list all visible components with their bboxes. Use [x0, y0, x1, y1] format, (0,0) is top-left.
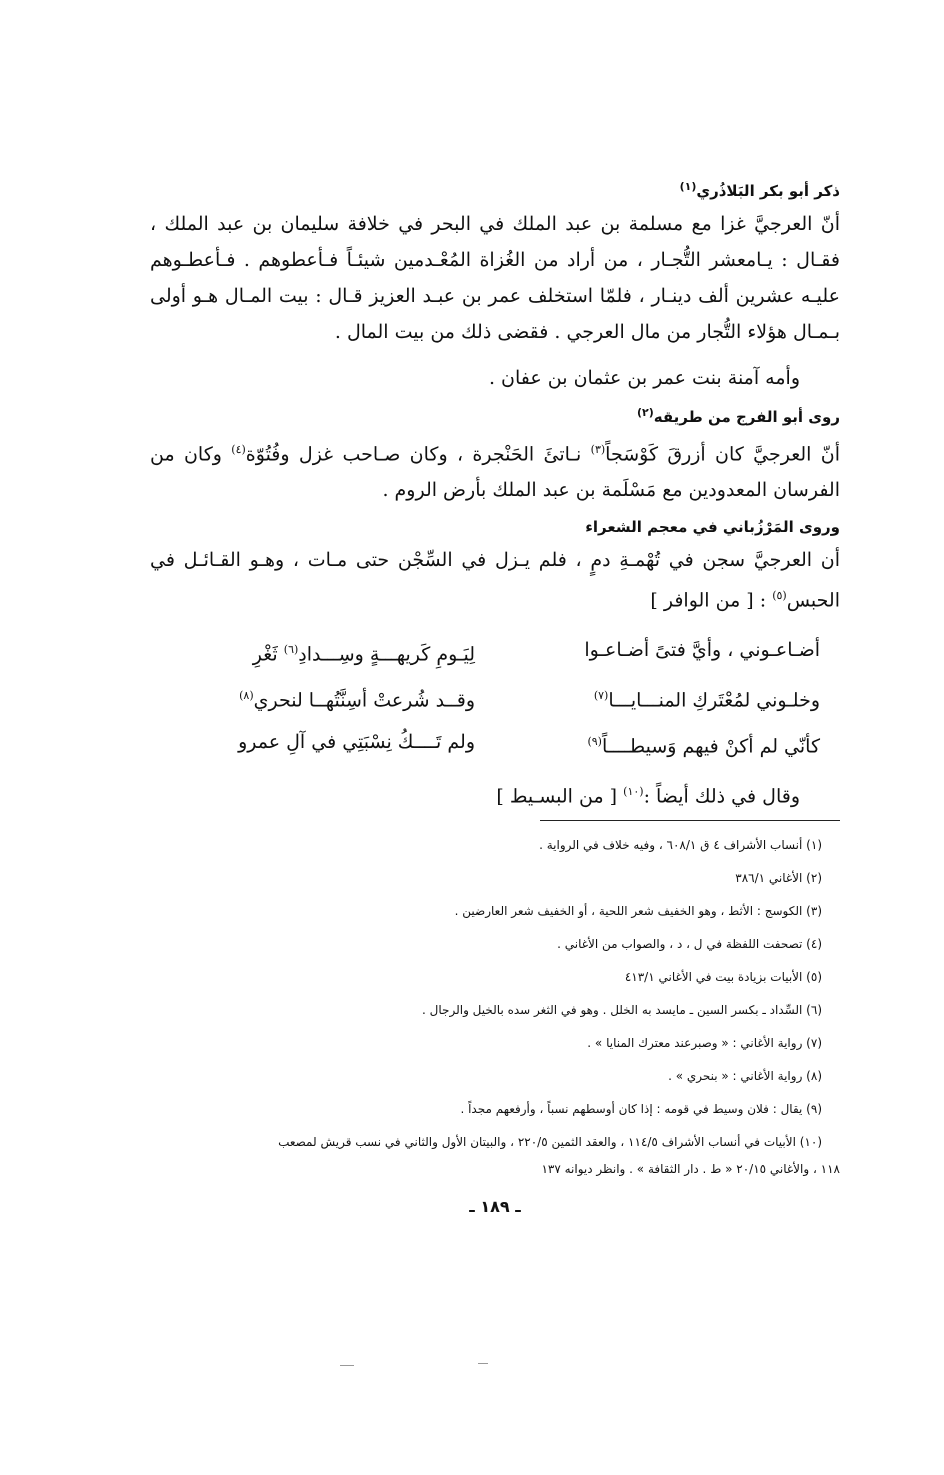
page-number: ـ ١٨٩ ـ: [469, 1196, 521, 1216]
footnote-ref-1: (١): [679, 180, 697, 193]
scan-speck-left: [340, 1365, 354, 1366]
verse-2-sadr: وخلـوني لمُعْتَركِ المنـــايـــا$^{(٧)}$: [593, 688, 820, 712]
footnote-ref-9: (٩): [587, 735, 602, 749]
footnote-2: (٢) الأغاني ٣٨٦/١: [735, 870, 822, 885]
verse-3-sadr: كأنّي لم أكنْ فيهم وَسيطــــاً$^{(٩)}$: [587, 735, 820, 758]
heading-marzubani: وروى المَرْزُباني في معجم الشعراء: [585, 518, 840, 537]
footnote-ref-2: (٢): [636, 406, 654, 419]
paragraph-marzubani: أن العرجيَّ سجن في تُهْمـةِ دمٍ ، فلم يـزل في السِّجْن حتى مـات ، وهـو القـائـل في الحبس$^{(٥)}$ : [ من الوافر ]: [150, 549, 840, 612]
paragraph-baladhuri: أنّ العرجيَّ غزا مع مسلمة بن عبد الملك في البحر في خلافة سليمان بن عبد الملك ، فقـال : يـامعشر التُّجـار ، من أراد من الغُزاة المُعْـدمين شيئـاً فـأعطوهم . فـأعطـوهم عليـه عشرين ألف دينـار ، فلمّا استخلف عمر بن عبـد العزيز قـال : بيت المـال هـو أولى بـمـال هؤلاء التُّجار من مال العرجي . فقضى ذلك من بيت المال .: [150, 213, 840, 343]
footnote-divider: [540, 820, 840, 821]
footnote-6: (٦) السِّداد ـ بكسر السين ـ مايسد به الخلل . وهو في الثغر سده بالخيل والرجال .: [422, 1002, 822, 1017]
footnote-10: (١٠) الأبيات في أنساب الأشراف ١١٤/٥ ، والعقد الثمين ٢٢٠/٥ ، والبيتان الأول والثاني في نسب قريش لمصعب: [278, 1134, 822, 1149]
footnotes: [150, 829, 840, 1179]
verse-1-ajuz: لِيَـومِ كَريهـــةٍ وسِـــدادِ$^{(٦)}$ ثَغْرِ: [252, 642, 475, 665]
footnote-ref-7: (٧): [593, 688, 609, 702]
heading-abu-al-faraj: روى أبو الفرج من طريقه$^{(٢)}$: [636, 406, 840, 426]
heading-baladhuri: ذكر أبو بكر البَلاذُري$^{(١)}$: [679, 180, 840, 200]
poem-verses: [170, 629, 820, 768]
paragraph-mother: وأمه آمنة بنت عمر بن عثمان بن عفان .: [488, 367, 800, 389]
footnote-ref-10: (١٠): [623, 784, 644, 798]
footnote-3: (٣) الكوسج : الأثط ، وهو الخفيف شعر اللحية ، أو الخفيف شعر العارضين .: [454, 903, 822, 918]
verse-3-ajuz: ولم تَــــكُ نِسْبَتِي في آلِ عمرو: [238, 731, 475, 754]
scan-speck-right: [478, 1363, 488, 1364]
paragraph-abu-al-faraj: أنّ العرجيَّ كان أزرقَ كَوْسَجاً$^{(٣)}$ نـاتئَ الحَنْجرة ، وكان صـاحب غزل وفُتُوّة$^{(٤)}$ وكان من الفرسان المعدودين مع مَسْلَمة بن عبد الملك بأرض الروم .: [150, 443, 841, 502]
footnote-8: (٨) رواية الأغاني : « بنحري » .: [668, 1068, 822, 1083]
footnote-7: (٧) رواية الأغاني : « وصبرعند معترك المنايا » .: [587, 1035, 822, 1050]
footnote-ref-4: (٤): [231, 443, 246, 456]
footnote-10-continued: ١١٨ ، والأغاني ٢٠/١٥ « ط . دار الثقافة » . وانظر ديوانه ١٣٧: [541, 1161, 840, 1176]
footnote-ref-3: (٣): [590, 443, 606, 456]
footnote-5: (٥) الأبيات بزيادة بيت في الأغاني ٤١٣/١: [624, 969, 822, 984]
footnote-ref-5: (٥): [772, 589, 787, 603]
page-body: [150, 180, 840, 1216]
verse-1-sadr: أضـاعـوني ، وأيَّ فتىً أضـاعـوا: [584, 638, 820, 661]
verse-2-ajuz: وقــد شُرعتْ أسِنَّتُهــا لنحري$^{(٨)}$: [239, 688, 475, 712]
poem-intro: وقال في ذلك أيضاً :$^{(١٠)}$ [ من البسـيط ]: [496, 784, 800, 807]
footnote-ref-6: (٦): [283, 642, 299, 656]
footnote-ref-8: (٨): [239, 688, 254, 702]
footnote-4: (٤) تصحفت اللفظة في ل ، د ، والصواب من الأغاني .: [557, 936, 822, 951]
footnote-9: (٩) يقال : فلان وسيط في قومه : إذا كان أوسطهم نسباً ، وأرفعهم مجداً .: [460, 1101, 822, 1116]
footnote-1: (١) أنساب الأشراف ٤ ق ٦٠٨/١ ، وفيه خلاف في الرواية .: [539, 837, 822, 852]
